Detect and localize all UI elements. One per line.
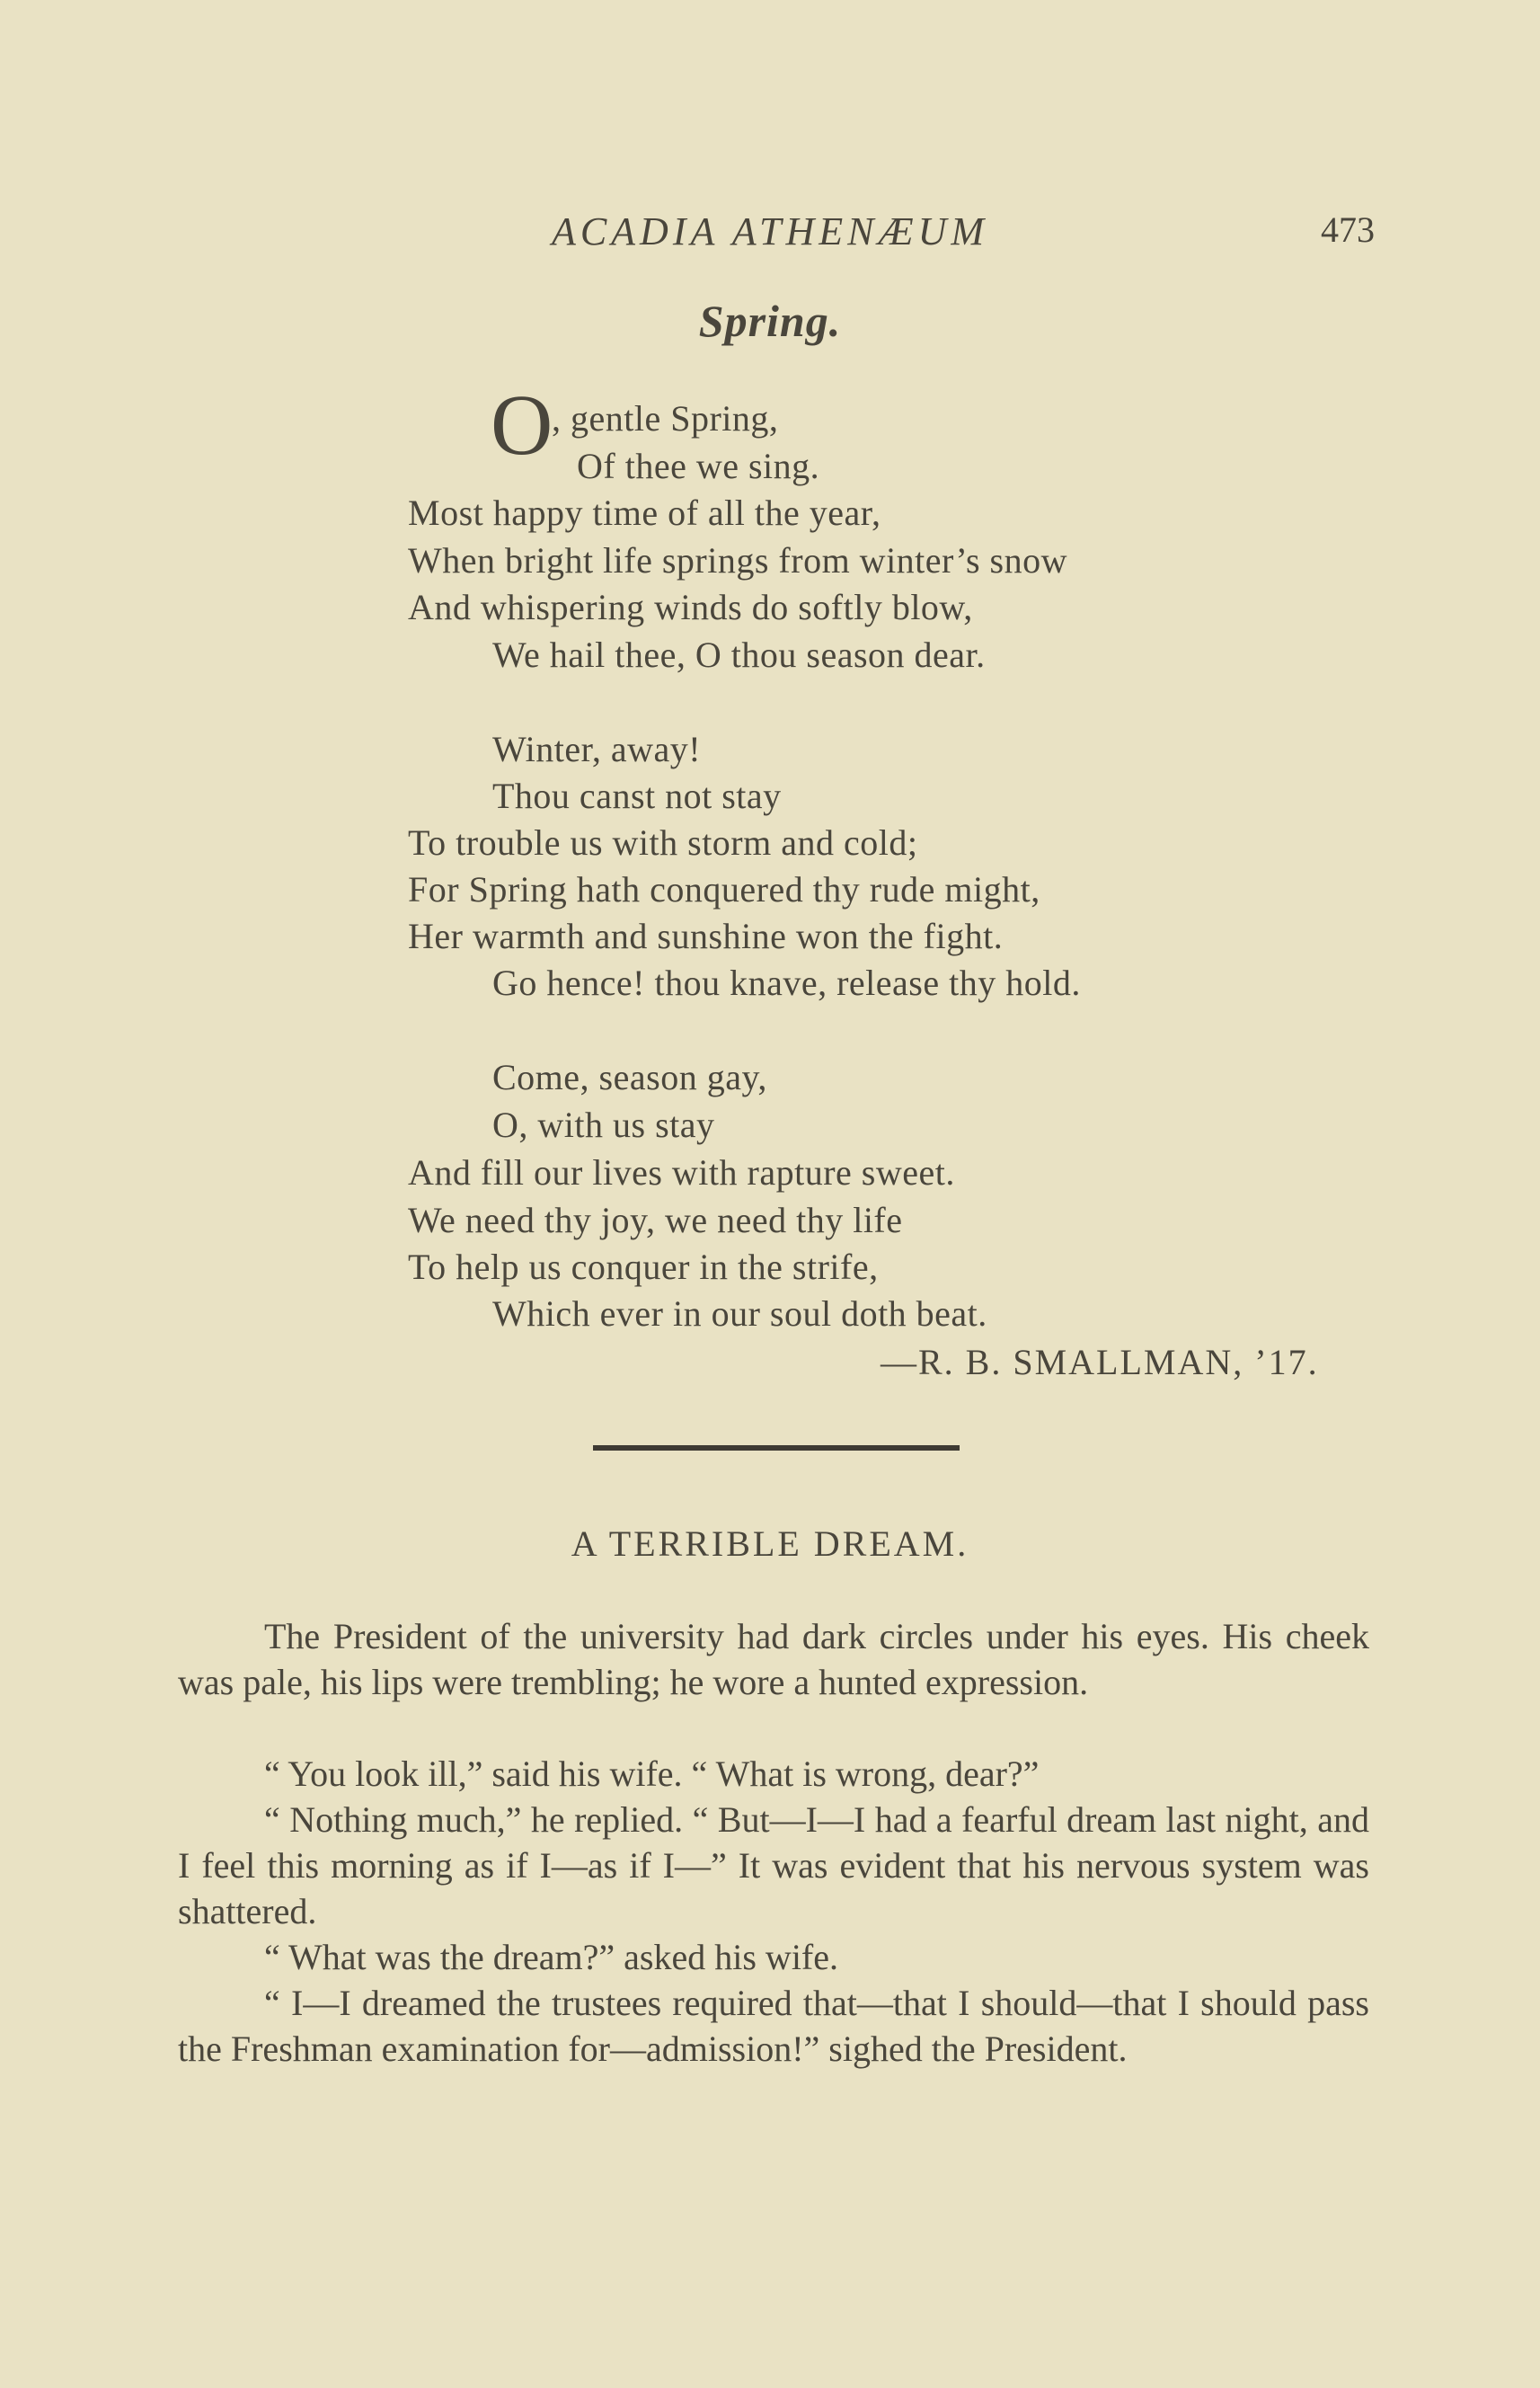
paragraph-text: “ What was the dream?” asked his wife. — [264, 1937, 839, 1977]
poem-line: Most happy time of all the year, — [408, 493, 881, 533]
poem-line: Come, season gay, — [492, 1057, 767, 1097]
poem-line: O, with us stay — [492, 1105, 715, 1145]
poem-line: We hail thee, O thou season dear. — [492, 635, 986, 675]
paragraph-text: “ You look ill,” said his wife. “ What is wrong, dear?” — [264, 1753, 1040, 1794]
poem-line: Her warmth and sunshine won the fight. — [408, 916, 1004, 956]
page-number: 473 — [1321, 209, 1375, 250]
running-title: ACADIA ATHENÆUM — [551, 209, 989, 253]
poem-line: , gentle Spring, — [552, 398, 779, 439]
poem-line: For Spring hath conquered thy rude might, — [408, 869, 1040, 910]
section-divider — [593, 1445, 960, 1451]
article-paragraph — [178, 1797, 1369, 1934]
poem-line: To trouble us with storm and cold; — [408, 822, 918, 863]
poem-line: Thou canst not stay — [492, 776, 782, 816]
paragraph-text: “ I—I dreamed the trustees required that—that I should—that I should pass the Freshman examination for—admission!” sighed the President. — [178, 1983, 1369, 2069]
article-paragraph — [178, 1751, 1369, 1797]
poem-attribution: —R. B. SMALLMAN, ’17. — [881, 1342, 1319, 1382]
poem-title: Spring. — [698, 296, 842, 346]
poem-line: We need thy joy, we need thy life — [408, 1200, 903, 1240]
poem-line: Go hence! thou knave, release thy hold. — [492, 963, 1081, 1003]
article-paragraph — [178, 1980, 1369, 2072]
poem-line: To help us conquer in the strife, — [408, 1247, 879, 1287]
poem-line: And whispering winds do softly blow, — [408, 587, 973, 627]
paragraph-text: The President of the university had dark circles under his eyes. His cheek was pale, his lips were trembling; he wore a hunted expression. — [178, 1616, 1369, 1702]
article-paragraph — [178, 1613, 1369, 1705]
poem-line: Which ever in our soul doth beat. — [492, 1293, 987, 1334]
poem-line: Of thee we sing. — [577, 446, 820, 486]
drop-cap: O — [491, 377, 553, 473]
poem-line: And fill our lives with rapture sweet. — [408, 1152, 955, 1193]
article-title: A TERRIBLE DREAM. — [571, 1523, 969, 1564]
poem-line: When bright life springs from winter’s snow — [408, 540, 1067, 581]
paragraph-text: “ Nothing much,” he replied. “ But—I—I had a fearful dream last night, and I feel this morning as if I—as if I—” It was evident that his nervous system was shattered. — [178, 1799, 1369, 1931]
article-paragraph — [178, 1934, 1369, 1980]
poem-line: Winter, away! — [492, 729, 702, 769]
